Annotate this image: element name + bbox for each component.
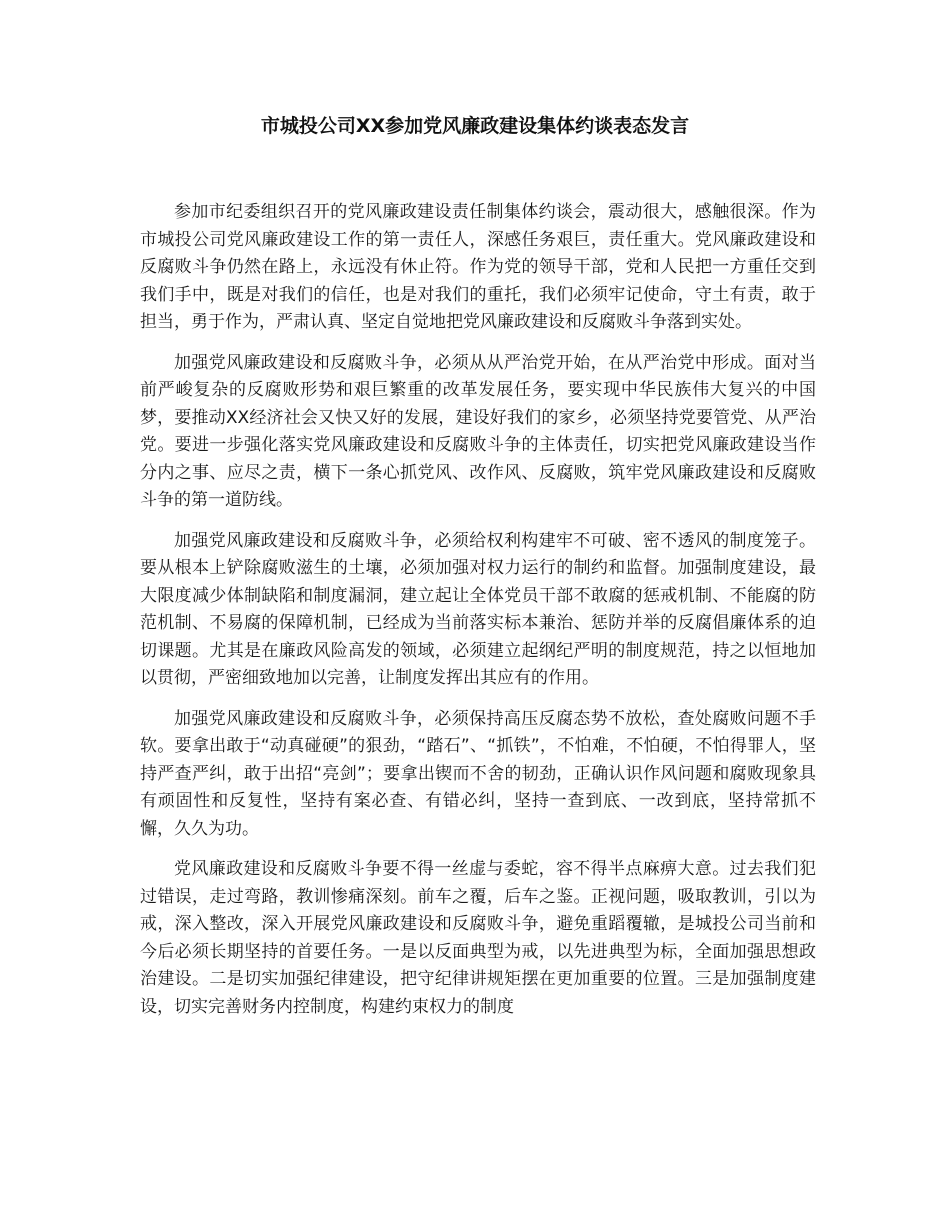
document-title: 市城投公司XX参加党风廉政建设集体约谈表态发言 (260, 115, 690, 137)
paragraph-1: 参加市纪委组织召开的党风廉政建设责任制集体约谈会，震动很大，感触很深。作为市城投公司党风廉政建设工作的第一责任人，深感任务艰巨，责任重大。党风廉政建设和反腐败斗争仍然在路上，永远没有休止符。作为党的领导干部，党和人民把一方重任交到我们手中，既是对我们的信任，也是对我们的重托，我们必须牢记使命，守土有责，敢于担当，勇于作为，严肃认真、坚定自觉地把党风廉政建设和反腐败斗争落到实处。 (140, 202, 816, 332)
document-body (140, 199, 816, 1034)
paragraph-4: 加强党风廉政建设和反腐败斗争，必须保持高压反腐态势不放松，查处腐败问题不手软。要拿出敢于“动真碰硬”的狠劲，“踏石”、“抓铁”，不怕难，不怕硬，不怕得罪人，坚持严查严纠，敢于出招“亮剑”；要拿出锲而不舍的韧劲，正确认识作风问题和腐败现象具有顽固性和反复性，坚持有案必查、有错必纠，坚持一查到底、一改到底，坚持常抓不懈，久久为功。 (140, 708, 816, 839)
paragraph-5: 党风廉政建设和反腐败斗争要不得一丝虚与委蛇，容不得半点麻痹大意。过去我们犯过错误，走过弯路，教训惨痛深刻。前车之覆，后车之鉴。正视问题，吸取教训，引以为戒，深入整改，深入开展党风廉政建设和反腐败斗争，避免重蹈覆辙，是城投公司当前和今后必须长期坚持的首要任务。一是以反面典型为戒，以先进典型为标，全面加强思想政治建设。二是切实加强纪律建设，把守纪律讲规矩摆在更加重要的位置。三是加强制度建设，切实完善财务内控制度，构建约束权力的制度 (140, 859, 816, 1017)
paragraph-2: 加强党风廉政建设和反腐败斗争，必须从从严治党开始，在从严治党中形成。面对当前严峻复杂的反腐败形势和艰巨繁重的改革发展任务，要实现中华民族伟大复兴的中国梦，要推动XX经济社会又快又好的发展，建设好我们的家乡，必须坚持党要管党、从严治党。要进一步强化落实党风廉政建设和反腐败斗争的主体责任，切实把党风廉政建设当作分内之事、应尽之责，横下一条心抓党风、改作风、反腐败，筑牢党风廉政建设和反腐败斗争的第一道防线。 (140, 352, 816, 510)
paragraph-3: 加强党风廉政建设和反腐败斗争，必须给权利构建牢不可破、密不透风的制度笼子。要从根本上铲除腐败滋生的土壤，必须加强对权力运行的制约和监督。加强制度建设，最大限度减少体制缺陷和制度漏洞，建立起让全体党员干部不敢腐的惩戒机制、不能腐的防范机制、不易腐的保障机制，已经成为当前落实标本兼治、惩防并举的反腐倡廉体系的迫切课题。尤其是在廉政风险高发的领域，必须建立起纲纪严明的制度规范，持之以恒地加以贯彻，严密细致地加以完善，让制度发挥出其应有的作用。 (140, 530, 816, 688)
